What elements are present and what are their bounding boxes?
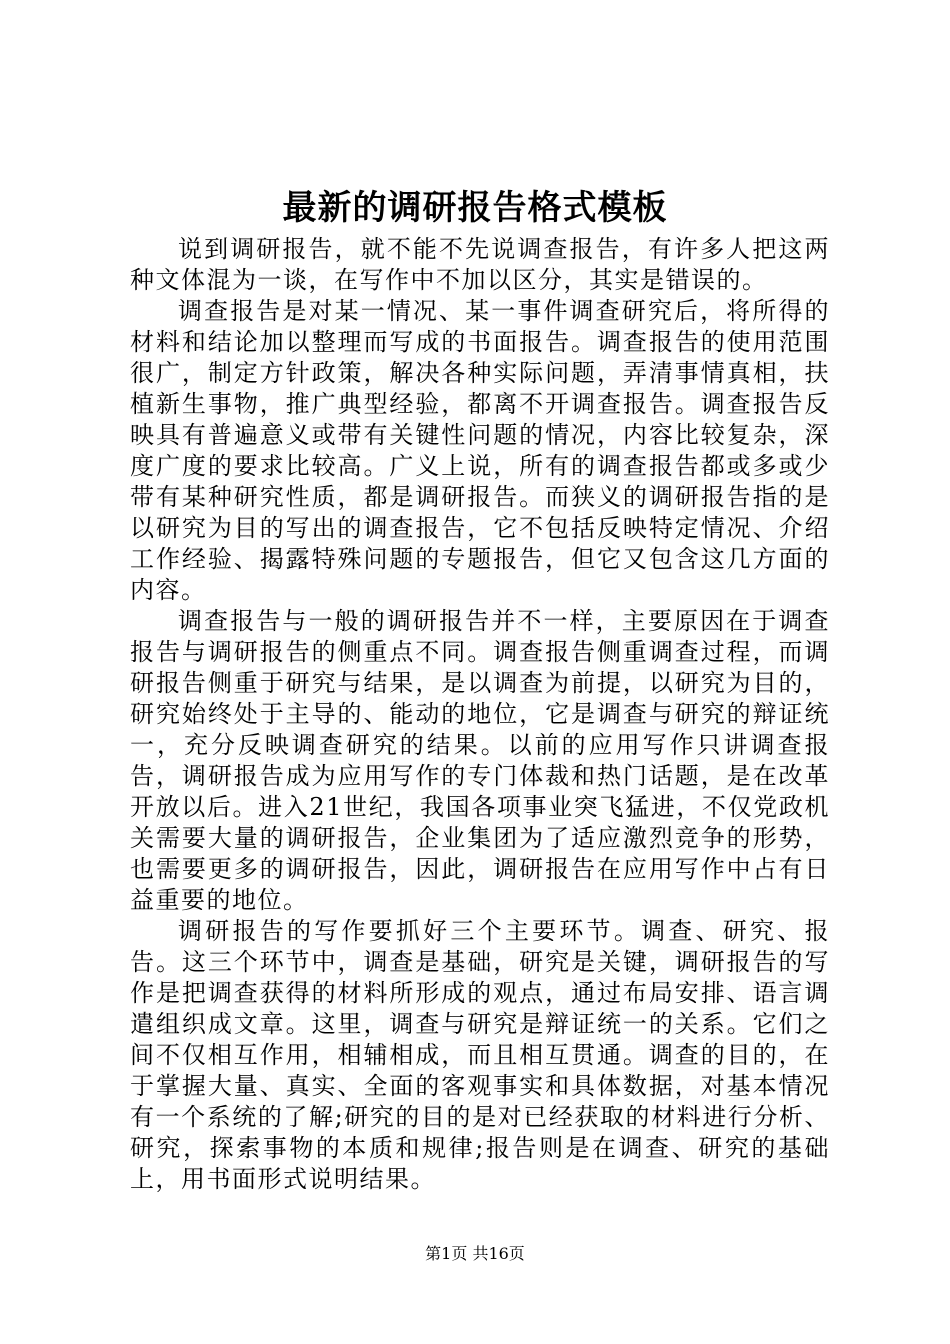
page-title: 最新的调研报告格式模板 (282, 188, 668, 228)
document-body (130, 234, 830, 1195)
paragraph-3: 调查报告与一般的调研报告并不一样，主要原因在于调查报告与调研报告的侧重点不同。调查报告侧重调查过程，而调研报告侧重于研究与结果，是以调查为前提，以研究为目的，研究始终处于主导的、能动的地位，它是调查与研究的辩证统一，充分反映调查研究的结果。以前的应用写作只讲调查报告，调研报告成为应用写作的专门体裁和热门话题，是在改革开放以后。进入21世纪，我国各项事业突飞猛进，不仅党政机关需要大量的调研报告，企业集团为了适应激烈竞争的形势，也需要更多的调研报告，因此，调研报告在应用写作中占有日益重要的地位。 (130, 607, 830, 914)
paragraph-4: 调研报告的写作要抓好三个主要环节。调查、研究、报告。这三个环节中，调查是基础，研究是关键，调研报告的写作是把调查获得的材料所形成的观点，通过布局安排、语言调遣组织成文章。这里，调查与研究是辩证统一的关系。它们之间不仅相互作用，相辅相成，而且相互贯通。调查的目的，在于掌握大量、真实、全面的客观事实和具体数据，对基本情况有一个系统的了解;研究的目的是对已经获取的材料进行分析、研究，探索事物的本质和规律;报告则是在调查、研究的基础上，用书面形式说明结果。 (130, 917, 830, 1193)
paragraph-1: 说到调研报告，就不能不先说调查报告，有许多人把这两种文体混为一谈，在写作中不加以区分，其实是错误的。 (130, 235, 830, 294)
paragraph-2: 调查报告是对某一情况、某一事件调查研究后，将所得的材料和结论加以整理而写成的书面报告。调查报告的使用范围很广，制定方针政策，解决各种实际问题，弄清事情真相，扶植新生事物，推广典型经验，都离不开调查报告。调查报告反映具有普遍意义或带有关键性问题的情况，内容比较复杂，深度广度的要求比较高。广义上说，所有的调查报告都或多或少带有某种研究性质，都是调研报告。而狭义的调研报告指的是以研究为目的写出的调查报告，它不包括反映特定情况、介绍工作经验、揭露特殊问题的专题报告，但它又包含这几方面的内容。 (130, 297, 830, 604)
page-number-footer: 第1页 共16页 (425, 1244, 525, 1263)
